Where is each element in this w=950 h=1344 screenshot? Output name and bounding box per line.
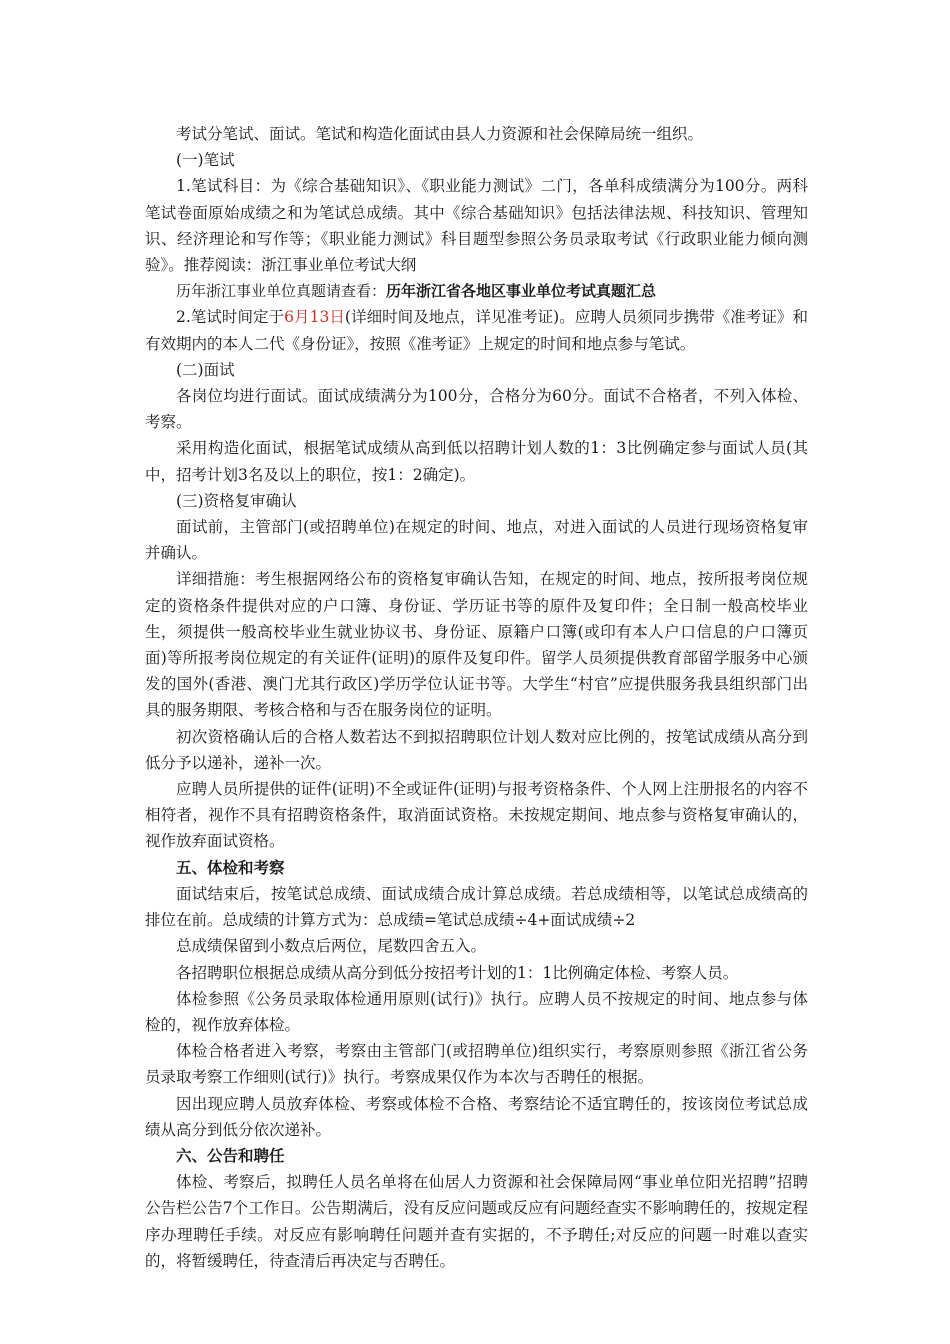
paragraph: 面试结束后，按笔试总成绩、面试成绩合成计算总成绩。若总成绩相等，以笔试总成绩高的排位在前。总成绩的计算方式为：总成绩=笔试总成绩÷4+面试成绩÷2 <box>145 884 808 930</box>
paragraph: 体检、考察后，拟聘任人员名单将在仙居人力资源和社会保障局网“事业单位阳光招聘”招聘公告栏公告7个工作日。公告期满后，没有反应问题或反应有问题经查实不影响聘任的，按规定程序办理聘任手续。对反应有影响聘任问题并查有实据的，不予聘任;对反应的问题一时难以查实的，将暂缓聘任，待查清后再决定与否聘任。 <box>145 1173 808 1270</box>
paragraph: 采用构造化面试，根据笔试成绩从高到低以招聘计划人数的1：3比例确定参与面试人员(其中，招考计划3名及以上的职位，按1：2确定)。 <box>145 439 808 484</box>
paragraph: 1.笔试科目：为《综合基础知识》、《职业能力测试》二门，各单科成绩满分为100分。两科笔试卷面原始成绩之和为笔试总成绩。其中《综合基础知识》包括法律法规、科技知识、管理知识、经济理论和写作等；《职业能力测试》科目题型参照公务员录取考试《行政职业能力倾向测验》。推荐阅读：浙江事业单位考试大纲 <box>145 177 808 275</box>
exam-time-prefix: 2.笔试时间定于 <box>176 308 285 327</box>
paragraph: 考试分笔试、面试。笔试和构造化面试由县人力资源和社会保障局统一组织。 <box>176 125 704 143</box>
exam-date: 6月13日 <box>284 308 345 327</box>
paragraph: 体检参照《公务员录取体检通用原则(试行)》执行。应聘人员不按规定的时间、地点参与体检的，视作放弃体检。 <box>145 989 808 1034</box>
paragraph: 体检合格者进入考察，考察由主管部门(或招聘单位)组织实行，考察原则参照《浙江省公务员录取考察工作细则(试行)》执行。考察成果仅作为本次与否聘任的根据。 <box>145 1042 808 1087</box>
past-papers-prefix: 历年浙江事业单位真题请查看： <box>176 282 387 301</box>
section-heading-6: 六、公告和聘任 <box>176 1146 285 1165</box>
document-body <box>145 121 808 1274</box>
paragraph: 应聘人员所提供的证件(证明)不全或证件(证明)与报考资格条件、个人网上注册报名的内容不相符者，视作不具有招聘资格条件，取消面试资格。未按规定期间、地点参与资格复审确认的，视作放弃面试资格。 <box>145 780 808 851</box>
exam-time-suffix: (详细时间及地点，详见准考证)。应聘人员须同步携带《准考证》和有效期内的本人二代《身份证》，按照《准考证》上规定的时间和地点参与笔试。 <box>145 308 808 353</box>
past-papers-link[interactable]: 历年浙江省各地区事业单位考试真题汇总 <box>386 282 657 301</box>
paragraph: 总成绩保留到小数点后两位，尾数四舍五入。 <box>176 937 487 956</box>
section-heading-5: 五、体检和考察 <box>176 858 285 877</box>
paragraph: 详细措施：考生根据网络公布的资格复审确认告知，在规定的时间、地点，按所报考岗位规定的资格条件提供对应的户口簿、身份证、学历证书等的原件及复印件；全日制一般高校毕业生，须提供一般高校毕业生就业协议书、身份证、原籍户口簿(或印有本人户口信息的户口簿页面)等所报考岗位规定的有关证件(证明)的原件及复印件。留学人员须提供教育部留学服务中心颁发的国外(香港、澳门尤其行政区)学历学位认证书等。大学生“村官”应提供服务我县组织部门出具的服务期限、考核合格和与否在服务岗位的证明。 <box>145 570 808 720</box>
paragraph: 初次资格确认后的合格人数若达不到拟招聘职位计划人数对应比例的，按笔试成绩从高分到低分予以递补，递补一次。 <box>145 727 808 772</box>
subheading-interview: (二)面试 <box>176 360 235 379</box>
subheading-written-exam: (一)笔试 <box>176 151 235 170</box>
past-papers-line <box>145 278 808 304</box>
paragraph: 各岗位均进行面试。面试成绩满分为100分，合格分为60分。面试不合格者，不列入体检、考察。 <box>145 387 808 432</box>
paragraph: 因出现应聘人员放弃体检、考察或体检不合格、考察结论不适宜聘任的，按该岗位考试总成绩从高分到低分依次递补。 <box>145 1094 808 1139</box>
exam-time-paragraph <box>145 304 808 356</box>
subheading-qualification-review: (三)资格复审确认 <box>176 491 297 510</box>
paragraph: 面试前，主管部门(或招聘单位)在规定的时间、地点，对进入面试的人员进行现场资格复审并确认。 <box>145 518 808 563</box>
paragraph: 各招聘职位根据总成绩从高分到低分按招考计划的1：1比例确定体检、考察人员。 <box>176 963 739 982</box>
